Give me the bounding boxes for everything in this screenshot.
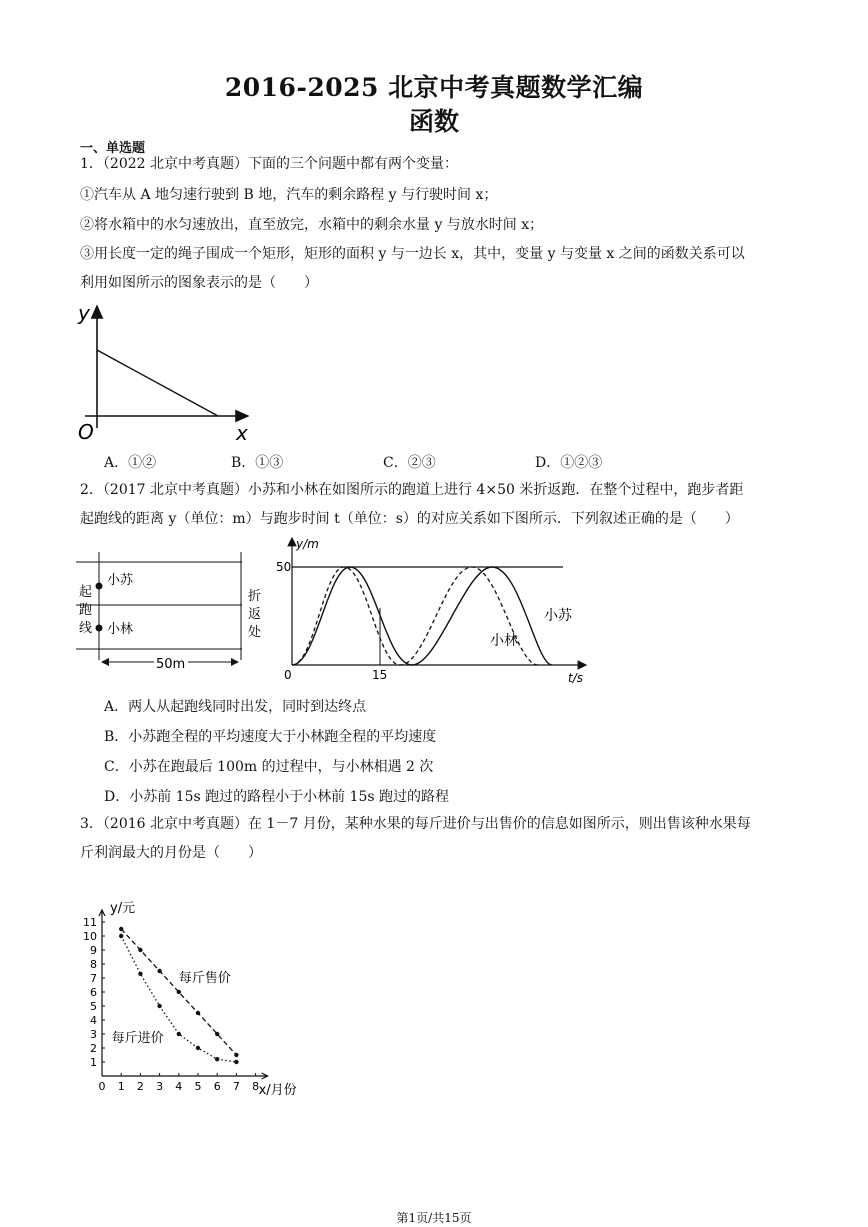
page-footer: 第1页/共15页 [396,1211,472,1225]
page-subtitle: 函数 [408,107,459,136]
q3-line-1: 3．（2016 北京中考真题）在 1－7 月份，某种水果的每斤进价与出售价的信息如图所示，则出售该种水果每 [80,816,751,832]
q2-option-c[interactable]: C．小苏在跑最后 100m 的过程中，与小林相遇 2 次 [104,759,434,775]
start-char-1: 起 [79,585,93,600]
q3-y-tick-label: 7 [90,972,97,985]
q1-origin-label: O [78,420,94,444]
q2-line-1: 2．（2017 北京中考真题）小苏和小林在如图所示的跑道上进行 4×50 米折返跑．在整个过程中，跑步者距 [80,482,744,498]
turn-char-2: 返 [248,607,262,622]
q3-y-tick-label: 4 [90,1014,97,1027]
q3-x-tick-label: 2 [136,1080,144,1093]
q1-line [97,350,218,416]
q2-x-tick-15: 15 [372,668,388,682]
q3-series-1-point [234,1060,238,1064]
q3-series-0-point [196,1011,200,1015]
q3-series-0-point [138,948,142,952]
q1-line-3: ②将水箱中的水匀速放出，直至放完，水箱中的剩余水量 y 与放水时间 x； [80,217,544,233]
section-heading: 一、单选题 [80,141,146,156]
q2-series-su: 小苏 [544,608,572,624]
q1-y-label: y [78,301,90,325]
track-runner2-label: 小林 [107,622,134,637]
q2-x-label: t/s [568,671,583,684]
q3-x-label: x/月份 [258,1083,297,1098]
page-title: 2016-2025 北京中考真题数学汇编 [224,73,644,102]
q3-y-tick-label: 8 [90,958,97,971]
q1-line-2: ①汽车从 A 地匀速行驶到 B 地，汽车的剩余路程 y 与行驶时间 x； [80,187,498,203]
q1-x-label: x [236,421,248,445]
runner2-dot [96,625,103,632]
q1-option-d[interactable]: D．①②③ [535,455,603,471]
q3-x-tick-label: 6 [213,1080,221,1093]
q2-option-b[interactable]: B．小苏跑全程的平均速度大于小林跑全程的平均速度 [104,729,437,745]
q1-graph [70,298,270,446]
q1-line-5: 利用如图所示的图象表示的是（ ） [80,275,318,291]
q3-x-tick-label: 1 [117,1080,125,1093]
q3-x-tick-label: 7 [232,1080,240,1093]
q3-series-1-label: 每斤进价 [111,1031,164,1047]
q2-y-label: y/m [296,537,319,551]
q2-line-2: 起跑线的距离 y（单位：m）与跑步时间 t（单位：s）的对应关系如下图所示．下列叙述正确的是（ ） [80,511,739,527]
q3-y-tick-label: 6 [90,986,97,999]
q2-option-a[interactable]: A．两人从起跑线同时出发，同时到达终点 [104,699,367,715]
q2-option-d[interactable]: D．小苏前 15s 跑过的路程小于小林前 15s 跑过的路程 [104,789,450,805]
q3-series-1-point [119,934,123,938]
q3-series-0-point [177,990,181,994]
q3-x-tick-label: 5 [194,1080,202,1093]
turn-char-1: 折 [248,589,262,604]
q3-series-1-point [157,1004,161,1008]
q3-x-tick-label: 8 [252,1080,260,1093]
turn-char-3: 处 [248,625,262,640]
q1-option-c[interactable]: C．②③ [383,455,436,471]
q1-option-a[interactable]: A．①② [104,455,157,471]
track-runner1-label: 小苏 [107,573,134,588]
q3-series-0-point [157,969,161,973]
q2-curve-lin [292,567,538,665]
q3-y-tick-label: 2 [90,1042,97,1055]
q3-line-2: 斤利润最大的月份是（ ） [80,845,262,861]
q3-y-label: y/元 [110,901,136,916]
start-char-3: 线 [79,621,93,636]
q3-price-chart [80,872,320,1108]
q3-series-0-point [215,1032,219,1036]
q2-origin: 0 [284,668,292,682]
q3-series-1-point [138,972,142,976]
q3-series-0-point [234,1053,238,1057]
start-char-2: 跑 [79,603,93,618]
q3-x-tick-label: 0 [98,1080,106,1093]
q2-y-tick-50: 50 [276,560,292,574]
q3-series-0-point [119,927,123,931]
q3-y-tick-label: 10 [83,930,97,943]
q3-y-tick-label: 1 [90,1056,97,1069]
q1-line-1: 1．（2022 北京中考真题）下面的三个问题中都有两个变量： [80,156,458,172]
q3-x-tick-label: 3 [156,1080,164,1093]
q3-y-tick-label: 11 [83,916,97,929]
q2-track-figure [76,552,276,678]
q3-y-tick-label: 3 [90,1028,97,1041]
q3-y-tick-label: 5 [90,1000,97,1013]
q3-x-tick-label: 4 [175,1080,183,1093]
runner1-dot [96,583,103,590]
q3-series-1-point [196,1046,200,1050]
q3-y-tick-label: 9 [90,944,97,957]
track-length-label: 50m [156,657,186,672]
q2-series-lin: 小林 [490,633,518,649]
q1-line-4: ③用长度一定的绳子围成一个矩形，矩形的面积 y 与一边长 x，其中，变量 y 与变量 x 之间的函数关系可以 [80,246,745,262]
q1-option-b[interactable]: B．①③ [231,455,284,471]
q3-series-1-point [215,1057,219,1061]
q3-series-0-label: 每斤售价 [178,971,231,986]
q3-series-1-point [177,1032,181,1036]
q2-distance-graph [276,532,596,684]
